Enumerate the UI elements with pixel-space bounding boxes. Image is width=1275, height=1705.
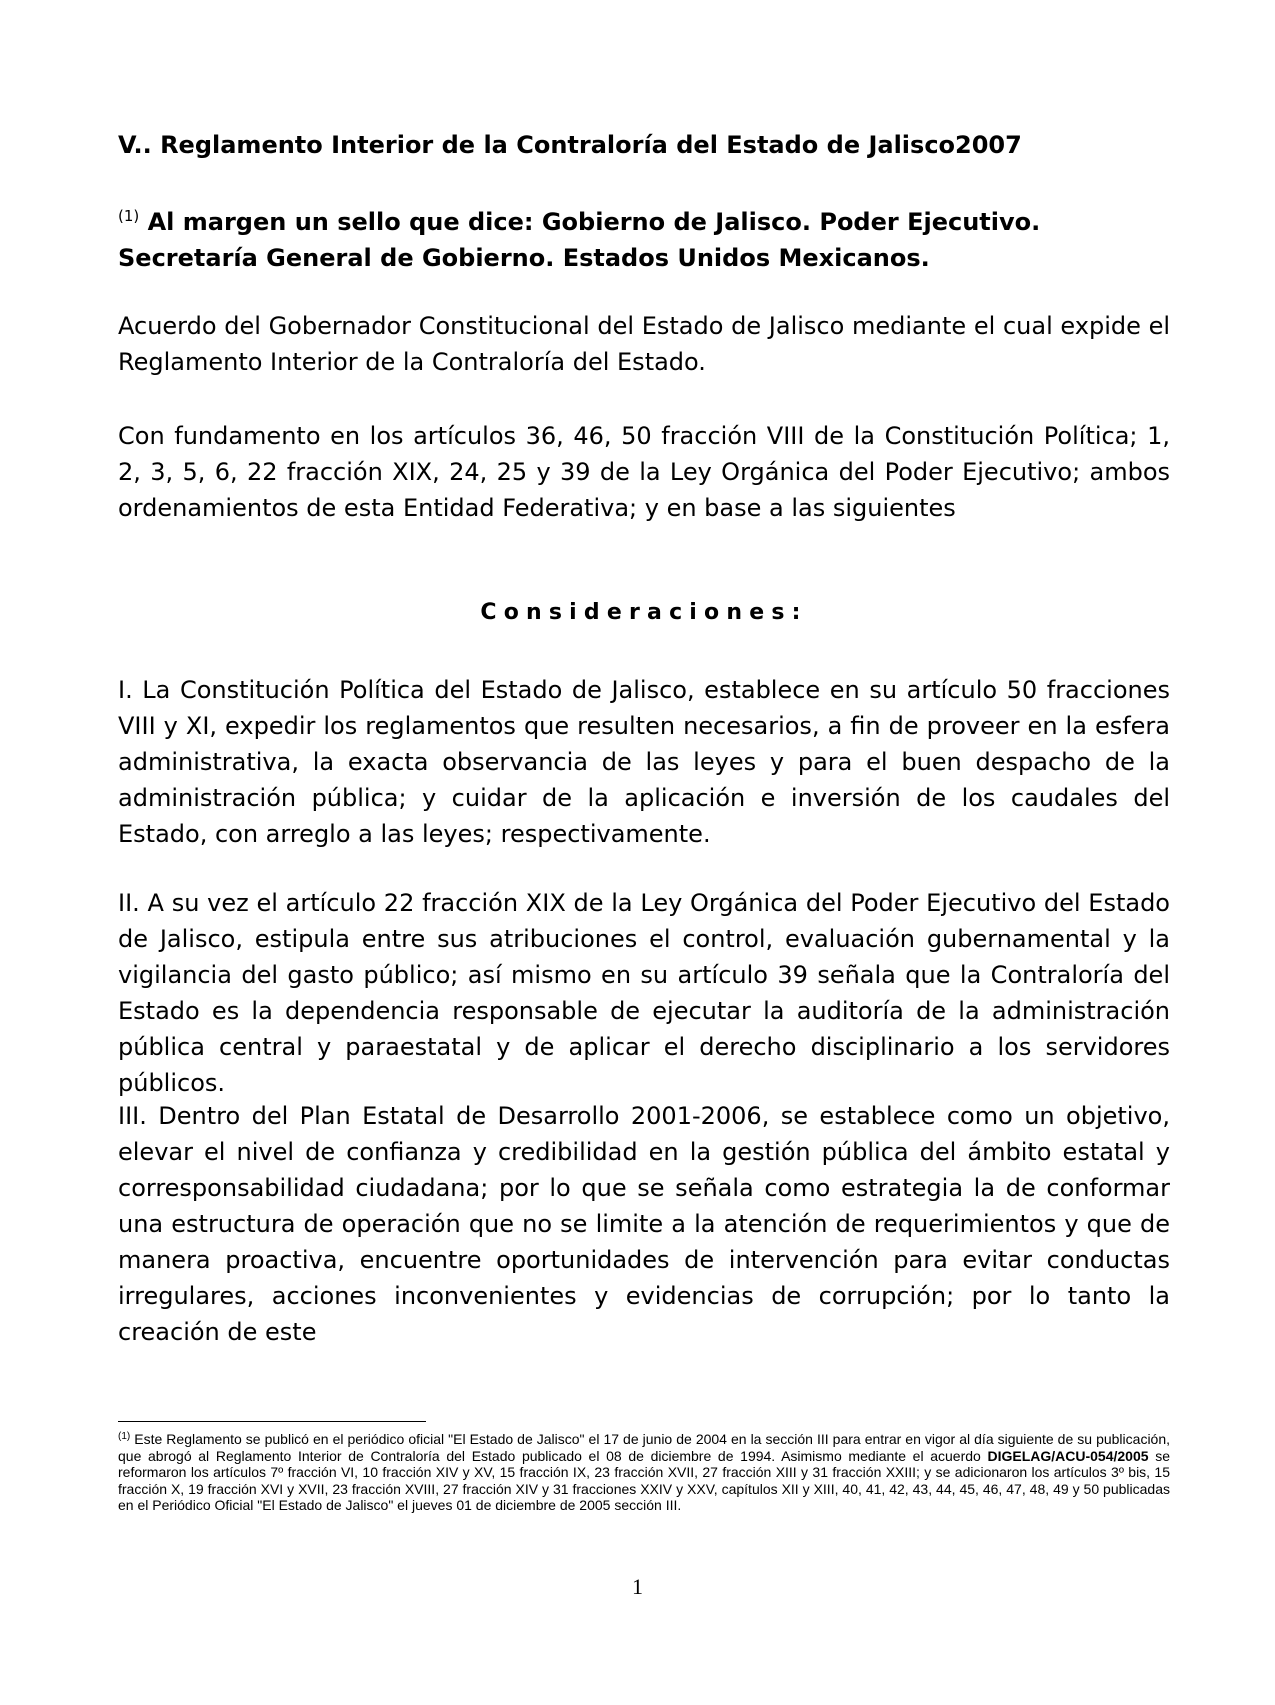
consideration-paragraph: I. La Constitución Política del Estado de Jalisco, establece en su artículo 50 fracciones VIII y XI, expedir los reglamentos que resulten necesarios, a fin de proveer en la esfera administrativa, la exacta observancia de las leyes y para el buen despacho de la administración pública; y cuidar de la aplicación e inversión de los caudales del Estado, con arreglo a las leyes; respectivamente. <box>118 676 1170 848</box>
footnote-text-end: se reformaron los artículos 7º fracción VI, 10 fracción XIV y XV, 15 fracción IX, 23 fracción XVII, 27 fracción XIII y 31 fracción XXIII; y se adicionaron los artículos 3º bis, 15 fracción X, 19 fracción XVI y XVII, 23 fracción XVIII, 27 fracción XIV y 31 fracciones XXIV y XXV, capítulos XII y XIII, 40, 41, 42, 43, 44, 45, 46, 47, 48, 49 y 50 publicadas en el Periódico Oficial "El Estado de Jalisco" el jueves 01 de diciembre de 2005 sección III. <box>118 1447 1170 1513</box>
seal-note <box>118 198 1170 276</box>
page-number: 1 <box>632 1574 643 1599</box>
considerations-heading: Consideraciones: <box>480 600 808 625</box>
legal-basis-paragraph: Con fundamento en los artículos 36, 46, 50 fracción VIII de la Constitución Política; 1, 2, 3, 5, 6, 22 fracción XIX, 24, 25 y 39 de la Ley Orgánica del Poder Ejecutivo; ambos ordenamientos de esta Entidad Federativa; y en base a las siguientes <box>118 422 1170 522</box>
footnote-marker: (1) <box>118 1431 131 1442</box>
consideration-paragraph: II. A su vez el artículo 22 fracción XIX de la Ley Orgánica del Poder Ejecutivo del Estado de Jalisco, estipula entre sus atribuciones el control, evaluación gubernamental y la vigilancia del gasto público; así mismo en su artículo 39 señala que la Contraloría del Estado es la dependencia responsable de ejecutar la auditoría de la administración pública central y paraestatal y de aplicar el derecho disciplinario a los servidores públicos. <box>118 889 1170 1097</box>
intro-paragraph: Acuerdo del Gobernador Constitucional del Estado de Jalisco mediante el cual expide el Reglamento Interior de la Contraloría del Estado. <box>118 312 1170 376</box>
footnote-text-start: Este Reglamento se publicó en el periódico oficial "El Estado de Jalisco" el 17 de junio de 2004 en la sección III para entrar en vigor al día siguiente de su publicación, que abrogó al Reglamento Interior de Contraloría del Estado publicado el 08 de diciembre de 1994. Asimismo mediante el acuerdo <box>118 1431 1171 1464</box>
document-title: V.. Reglamento Interior de la Contraloría del Estado de Jalisco2007 <box>118 131 1022 159</box>
seal-note-text: Al margen un sello que dice: Gobierno de Jalisco. Poder Ejecutivo. Secretaría General de Gobierno. Estados Unidos Mexicanos. <box>118 208 1041 272</box>
consideration-paragraph: III. Dentro del Plan Estatal de Desarrollo 2001-2006, se establece como un objetivo, elevar el nivel de confianza y credibilidad en la gestión pública del ámbito estatal y corresponsabilidad ciudadana; por lo que se señala como estrategia la de conformar una estructura de operación que no se limite a la atención de requerimientos y que de manera proactiva, encuentre oportunidades de intervención para evitar conductas irregulares, acciones inconvenientes y evidencias de corrupción; por lo tanto la creación de este <box>118 1102 1170 1346</box>
footnote-reference-marker: (1) <box>118 207 140 225</box>
footnote-separator <box>118 1421 426 1422</box>
footnote-agreement-code: DIGELAG/ACU-054/2005 <box>987 1447 1149 1464</box>
footnote <box>118 1429 1170 1514</box>
